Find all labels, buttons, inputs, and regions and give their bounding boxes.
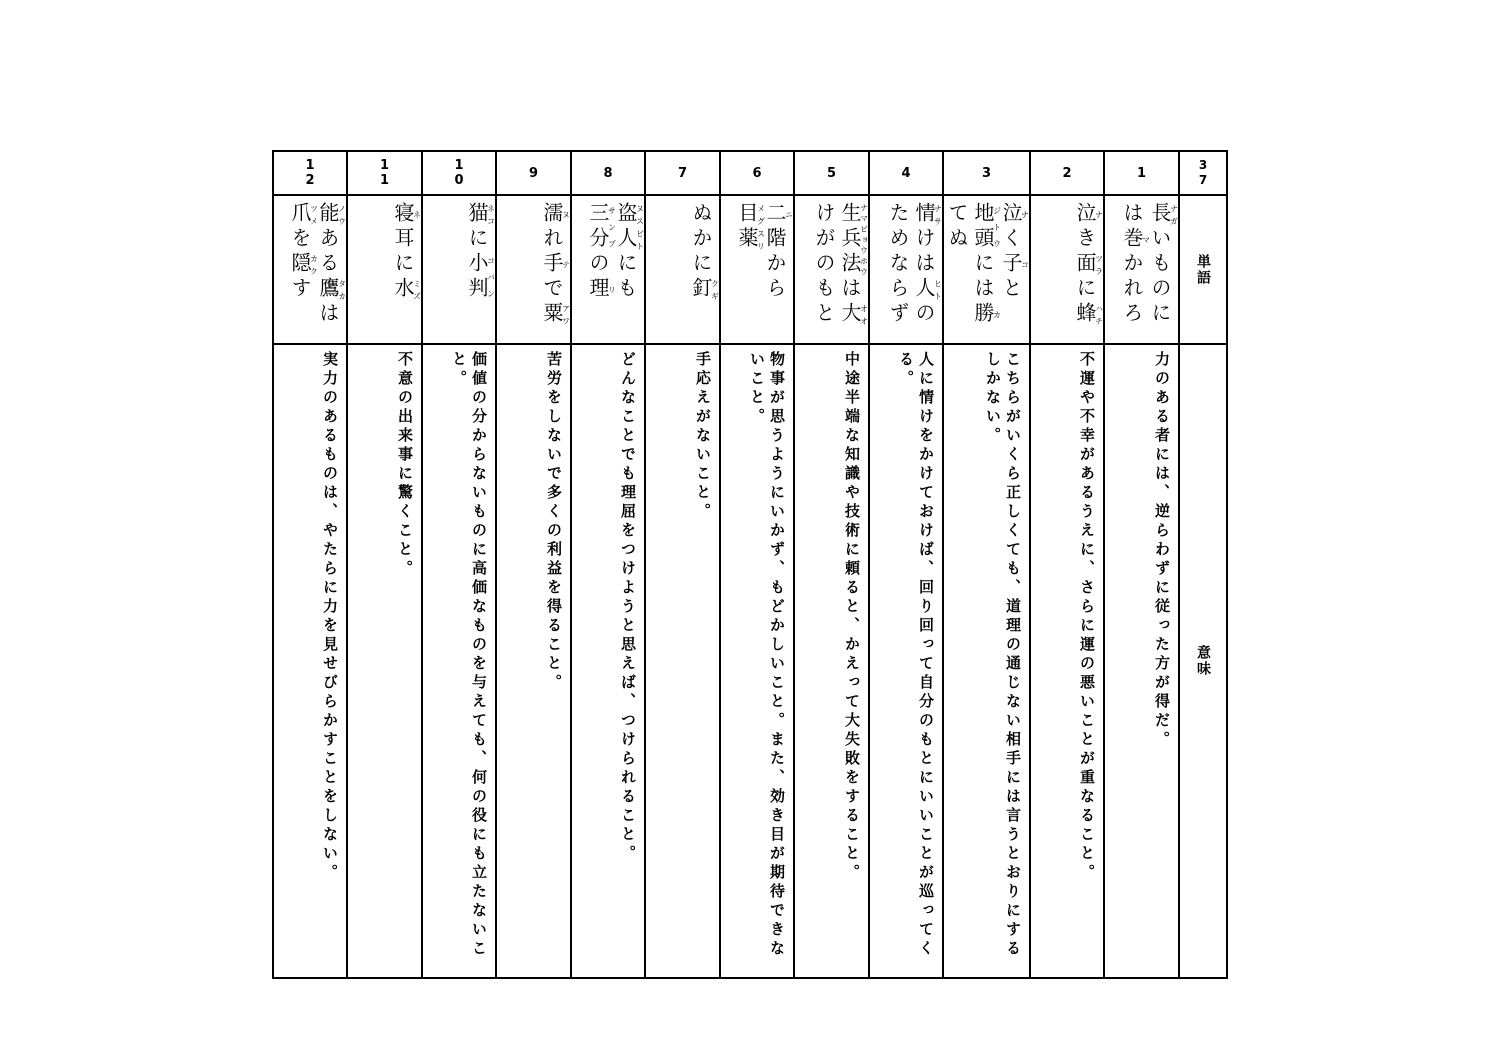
proverb-text: 情ナサけは人ヒトのためならず (886, 202, 942, 327)
meaning-cell (645, 344, 720, 978)
proverb-text: 猫ネコに小判コバン (465, 202, 495, 302)
entry-number (497, 152, 570, 194)
entry-number-cell (496, 151, 571, 195)
entry-number-digit: 2 (1062, 165, 1072, 181)
proverb-text: 長ナガいものには巻マかれろ (1120, 202, 1178, 327)
entry-number (721, 152, 793, 194)
proverb-text: 二ニ階から目薬メグスリ (735, 202, 793, 302)
entry-number-digit: 8 (603, 165, 613, 181)
meaning-text: 人に情けをかけておけば、回り回って自分のもとにいいことが巡ってくる。 (897, 351, 935, 959)
entry-number (572, 152, 644, 194)
entry-number (1105, 152, 1178, 194)
proverb-cell (720, 195, 794, 344)
entry-number (423, 152, 495, 194)
entry-number (274, 152, 346, 194)
meaning-cell (869, 344, 943, 978)
meaning-cell (794, 344, 869, 978)
entry-number-digit: 1 (454, 158, 464, 173)
proverb-cell (422, 195, 496, 344)
entry-number-cell (794, 151, 869, 195)
proverb-text: ぬかに釘クギ (689, 202, 719, 302)
proverb-table (272, 150, 1228, 979)
meaning-text: どんなことでも理屈をつけようと思えば、つけられること。 (619, 351, 637, 864)
meaning-text: 価値の分からないものに高価なものを与えても、何の役にも立たないこと。 (450, 351, 488, 959)
meaning-cell (273, 344, 347, 978)
entry-number-cell (645, 151, 720, 195)
meaning-cell (496, 344, 571, 978)
entry-number-cell (273, 151, 347, 195)
meaning-cell (720, 344, 794, 978)
proverb-cell (1104, 195, 1179, 344)
meaning-text: 不運や不幸があるうえに、さらに運の悪いことが重なること。 (1078, 351, 1096, 883)
meaning-text: 物事が思うようにいかず、もどかしいこと。また、効き目が期待できないこと。 (748, 351, 786, 959)
meaning-cell (1030, 344, 1104, 978)
proverb-cell (645, 195, 720, 344)
entry-number-digit: 1 (305, 158, 315, 173)
entry-number (795, 152, 868, 194)
entry-number-digit: 3 (981, 165, 992, 181)
proverb-cell (347, 195, 422, 344)
proverb-cell (869, 195, 943, 344)
entry-number (1031, 152, 1103, 194)
entry-number-digit: 4 (901, 165, 911, 181)
proverb-cell (496, 195, 571, 344)
proverb-text: 泣ナく子コと地頭ジトウには勝カてぬ (945, 202, 1029, 327)
meaning-cell (943, 344, 1030, 978)
proverb-cell (571, 195, 645, 344)
proverb-text: 盗人ヌスビトにも三分サンブの理リ (586, 202, 644, 302)
set-number (1180, 152, 1226, 194)
entry-number-digit: 9 (528, 165, 539, 181)
set-number-cell (1179, 151, 1227, 195)
entry-number-cell (1030, 151, 1104, 195)
meaning-text: 中途半端な知識や技術に頼ると、かえって大失敗をすること。 (843, 351, 861, 883)
proverb-text: 濡ヌれ手テで粟アワ (540, 202, 570, 327)
meaning-cell (422, 344, 496, 978)
word-label-cell (1179, 195, 1227, 344)
meaning-text: 不意の出来事に驚くこと。 (396, 351, 414, 579)
entry-number-digit: 7 (677, 165, 688, 181)
set-number-digit: 7 (1198, 173, 1208, 187)
entry-number-digit: 1 (1136, 165, 1147, 181)
entry-number (348, 152, 421, 194)
entry-number-cell (422, 151, 496, 195)
proverb-text: 寝ネ耳に水ミズ (391, 202, 421, 302)
number-row (273, 151, 1227, 195)
entry-number-digit: 6 (752, 165, 762, 181)
set-number-digit: 3 (1198, 158, 1208, 172)
entry-number-digit: 1 (379, 173, 390, 188)
meaning-cell (571, 344, 645, 978)
entry-number-cell (1104, 151, 1179, 195)
entry-number-digit: 1 (379, 158, 390, 173)
entry-number-cell (943, 151, 1030, 195)
meaning-text: 手応えがないこと。 (694, 351, 712, 522)
meaning-row (273, 344, 1227, 978)
entry-number (870, 152, 942, 194)
proverb-text: 泣ナき面ツラに蜂ハチ (1073, 202, 1103, 327)
entry-number (944, 152, 1029, 194)
entry-number (646, 152, 719, 194)
meaning-text: こちらがいくら正しくても、道理の通じない相手には言うとおりにするしかない。 (984, 351, 1022, 959)
proverb-cell (943, 195, 1030, 344)
meaning-cell (1104, 344, 1179, 978)
word-label: 単語 (1195, 253, 1211, 286)
proverb-cell (1030, 195, 1104, 344)
meaning-text: 力のある者には、逆らわずに従った方が得だ。 (1153, 351, 1171, 750)
entry-number-cell (720, 151, 794, 195)
proverb-text: 生兵法ナマビョウホウは大オオけがのもと (812, 202, 868, 327)
meaning-label-cell (1179, 344, 1227, 978)
meaning-text: 苦労をしないで多くの利益を得ること。 (545, 351, 563, 693)
proverb-cell (794, 195, 869, 344)
proverb-cell (273, 195, 347, 344)
proverb-text: 能ノウある鷹タカは爪ツメを隠カクす (288, 202, 346, 327)
meaning-cell (347, 344, 422, 978)
meaning-label: 意味 (1195, 645, 1211, 677)
meaning-text: 実力のあるものは、やたらに力を見せびらかすことをしない。 (321, 351, 339, 883)
entry-number-cell (347, 151, 422, 195)
word-row (273, 195, 1227, 344)
entry-number-digit: 5 (826, 165, 837, 181)
entry-number-digit: 2 (305, 173, 315, 188)
entry-number-digit: 0 (454, 173, 464, 188)
entry-number-cell (571, 151, 645, 195)
entry-number-cell (869, 151, 943, 195)
